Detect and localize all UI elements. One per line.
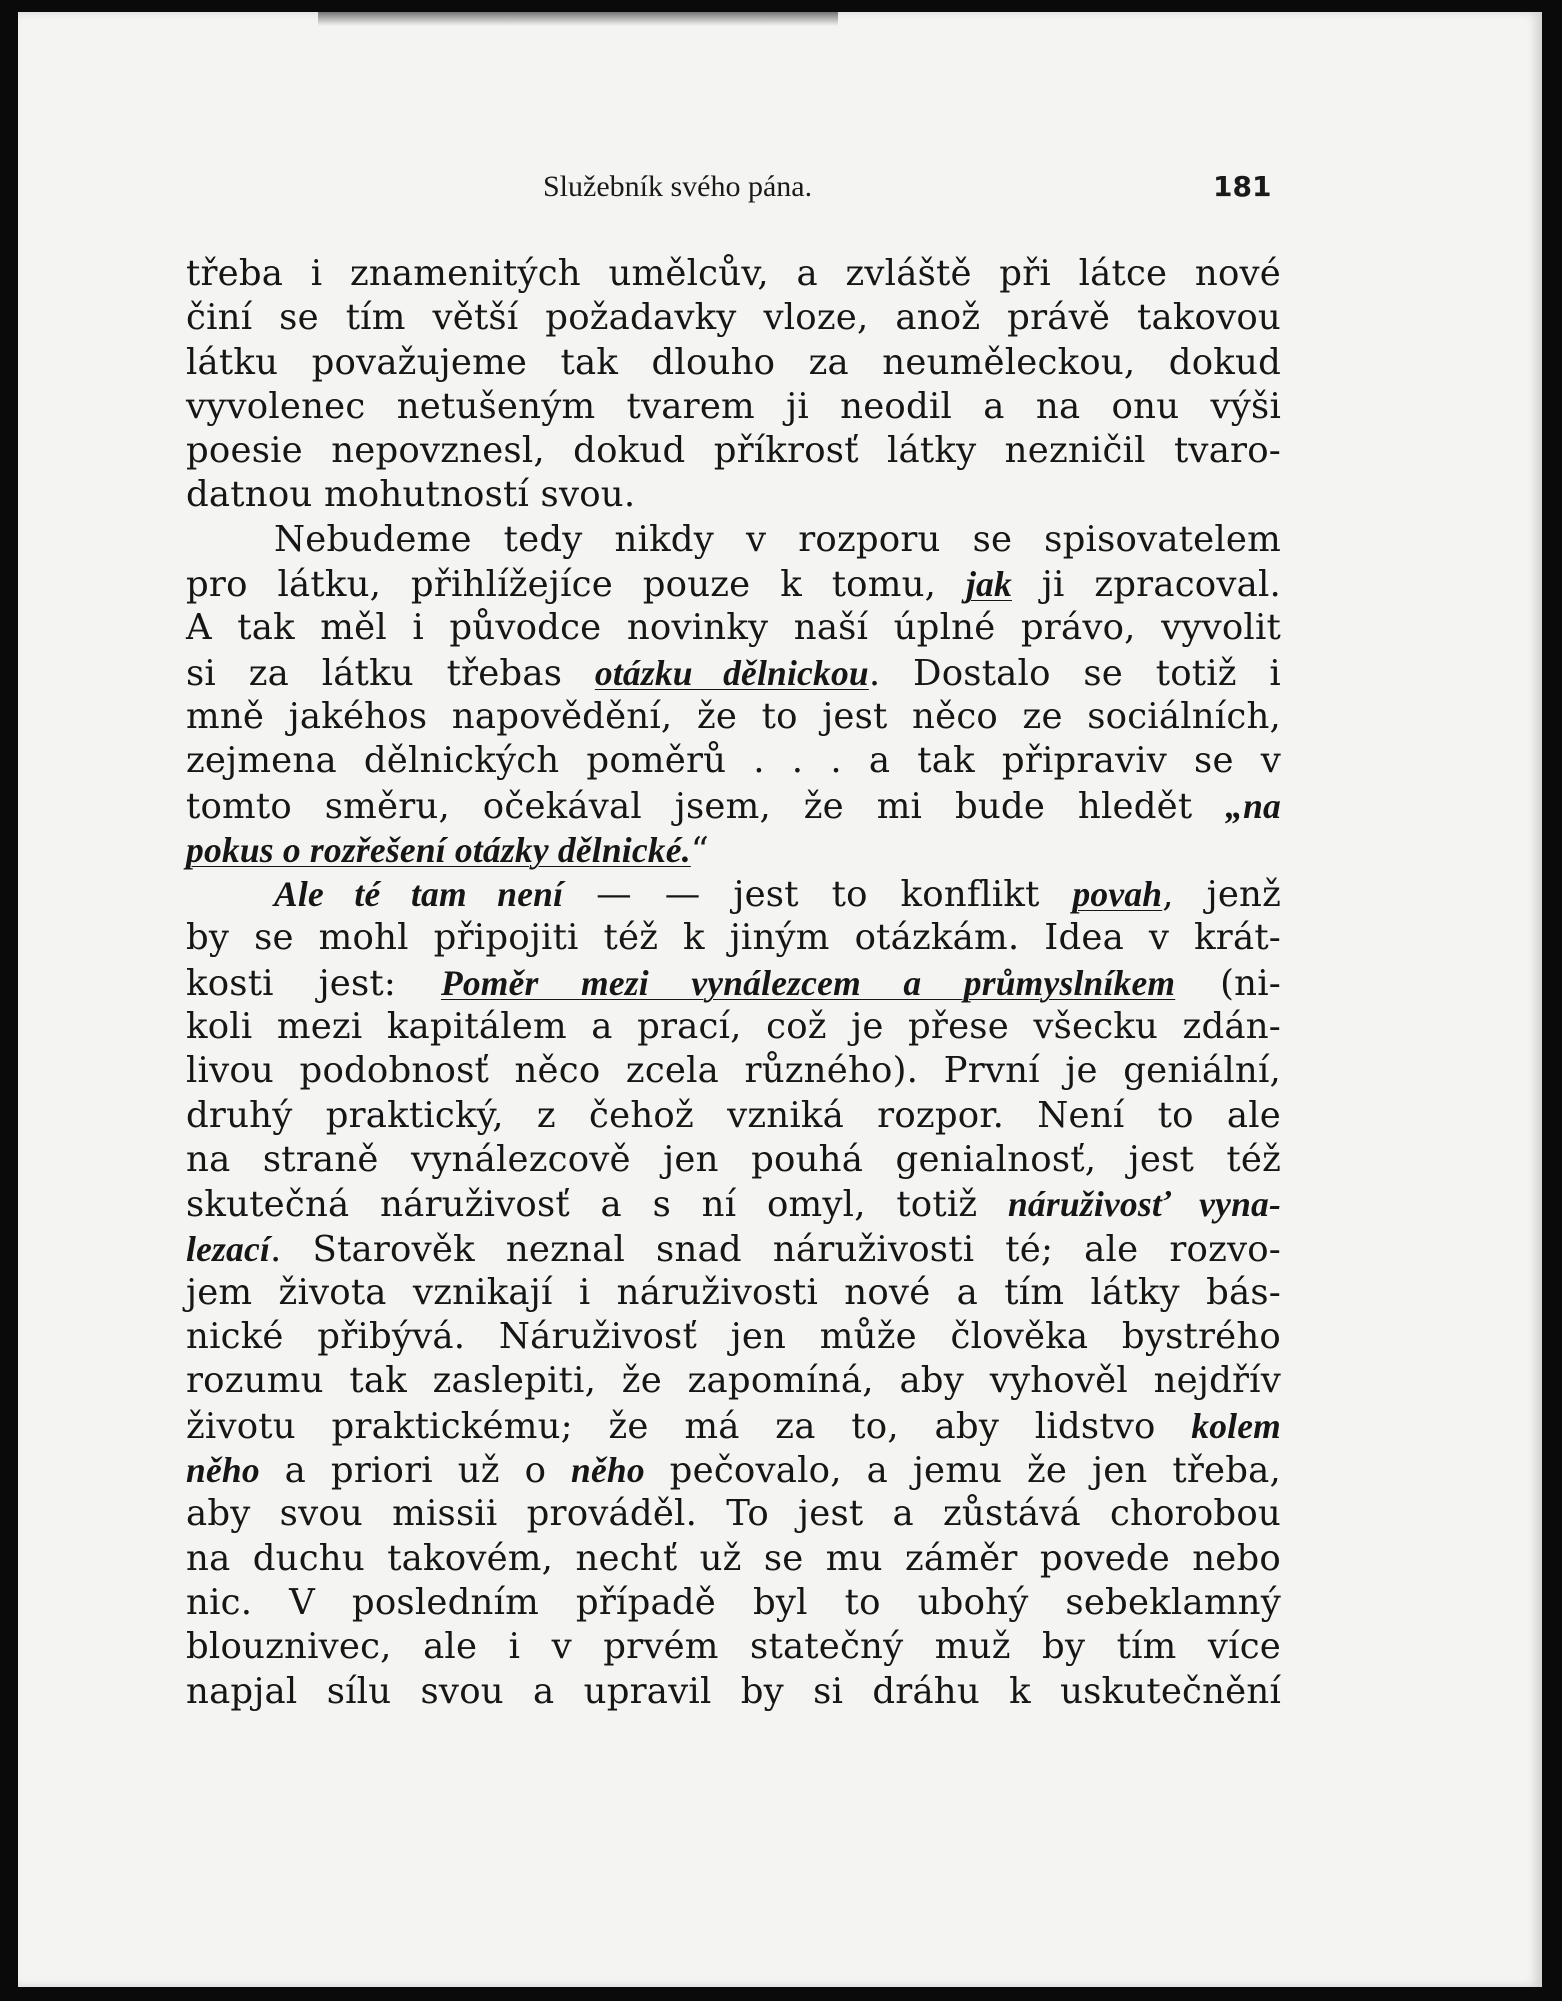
text-line: by se mohl připojiti též k jiným otázkám. Idea v krát-	[186, 917, 1281, 959]
text-line: poesie nepovznesl, dokud příkrosť látky nezničil tvaro-	[186, 430, 1281, 472]
text-line: kosti jest: Poměr mezi vynálezcem a průmyslníkem (ni-	[186, 962, 1281, 1004]
text-line: aby svou missii prováděl. To jest a zůstává chorobou	[186, 1493, 1281, 1535]
body-text	[186, 252, 1281, 1714]
text-line: pro látku, přihlížejíce pouze k tomu, jak ji zpracoval.	[186, 564, 1282, 606]
text-line: si za látku třebas otázku dělnickou. Dostalo se totiž i	[186, 652, 1281, 694]
text-line: lezací. Starověk neznal snad náruživosti té; ale rozvo-	[186, 1228, 1281, 1270]
text-line: zejmena dělnických poměrů . . . a tak připraviv se v	[186, 740, 1281, 782]
text-line-paragraph-start: Nebudeme tedy nikdy v rozporu se spisovatelem	[274, 518, 1281, 560]
text-line-paragraph-end: pokus o rozřešení otázky dělnické.“	[186, 829, 710, 871]
text-line: koli mezi kapitálem a prací, což je přese všecku zdán-	[186, 1006, 1281, 1048]
emphasis: Ale té tam není	[274, 874, 564, 915]
text-line: blouznivec, ale i v prvém statečný muž by tím více	[186, 1626, 1281, 1668]
text-line: látku považujeme tak dlouho za neuměleckou, dokud	[186, 341, 1281, 383]
emphasis: kolem	[1191, 1405, 1281, 1446]
text-line-paragraph-start: Ale té tam není — — jest to konflikt povah, jenž	[274, 874, 1282, 916]
text-line: životu praktickému; že má za to, aby lidstvo kolem	[186, 1405, 1281, 1447]
text-line: napjal sílu svou a upravil by si dráhu k uskutečnění	[186, 1670, 1281, 1712]
text-line: rozumu tak zaslepiti, že zapomíná, aby vyhověl nejdřív	[186, 1360, 1281, 1402]
emphasis: „na	[1225, 785, 1281, 826]
emphasis: náruživosť vyna-	[1007, 1184, 1281, 1225]
text-line: mně jakéhos napovědění, že to jest něco ze sociálních,	[186, 695, 1281, 737]
text-line: vyvolenec netušeným tvarem ji neodil a na onu výši	[186, 385, 1281, 427]
text-line: druhý praktický, z čehož vzniká rozpor. Není to ale	[186, 1094, 1281, 1136]
emphasis-underlined: pokus o rozřešení otázky dělnické.	[186, 829, 691, 870]
scan-edge-shadow	[318, 12, 838, 26]
text-line: tomto směru, očekával jsem, že mi bude hledět „na	[186, 785, 1281, 827]
emphasis: lezací	[186, 1228, 271, 1269]
emphasis-underlined: otázku dělnickou	[594, 652, 869, 693]
text-line: nic. V posledním případě byl to ubohý sebeklamný	[186, 1581, 1281, 1623]
emphasis-underlined: povah	[1072, 874, 1163, 915]
text-line: činí se tím větší požadavky vloze, anož právě takovou	[186, 297, 1281, 339]
text-line-paragraph-end: datnou mohutností svou.	[186, 474, 636, 516]
text-line: skutečná náruživosť a s ní omyl, totiž náruživosť vyna-	[186, 1184, 1281, 1226]
emphasis: něho	[571, 1450, 645, 1491]
running-header	[18, 170, 1542, 214]
text-line: jem života vznikají i náruživosti nové a tím látky bás-	[186, 1271, 1281, 1313]
book-page	[18, 12, 1542, 1987]
page-number: 181	[1213, 170, 1272, 203]
running-title: Služebník svého pána.	[543, 170, 813, 203]
text-line: třeba i znamenitých umělcův, a zvláště při látce nové	[186, 253, 1281, 294]
text-line: nické přibývá. Náruživosť jen může člověka bystrého	[186, 1316, 1281, 1358]
text-line: livou podobnosť něco zcela různého). První je geniální,	[186, 1050, 1281, 1092]
text-line: na duchu takovém, nechť už se mu záměr povede nebo	[186, 1537, 1281, 1579]
emphasis-underlined: Poměr mezi vynálezcem a průmyslníkem	[440, 962, 1176, 1003]
emphasis-underlined: jak	[965, 564, 1012, 605]
text-line: něho a priori už o něho pečovalo, a jemu že jen třeba,	[186, 1450, 1281, 1492]
text-line: na straně vynálezcově jen pouhá genialnosť, jest též	[186, 1138, 1281, 1180]
emphasis: něho	[186, 1450, 260, 1491]
text-line: A tak měl i původce novinky naší úplné právo, vyvolit	[186, 607, 1281, 649]
